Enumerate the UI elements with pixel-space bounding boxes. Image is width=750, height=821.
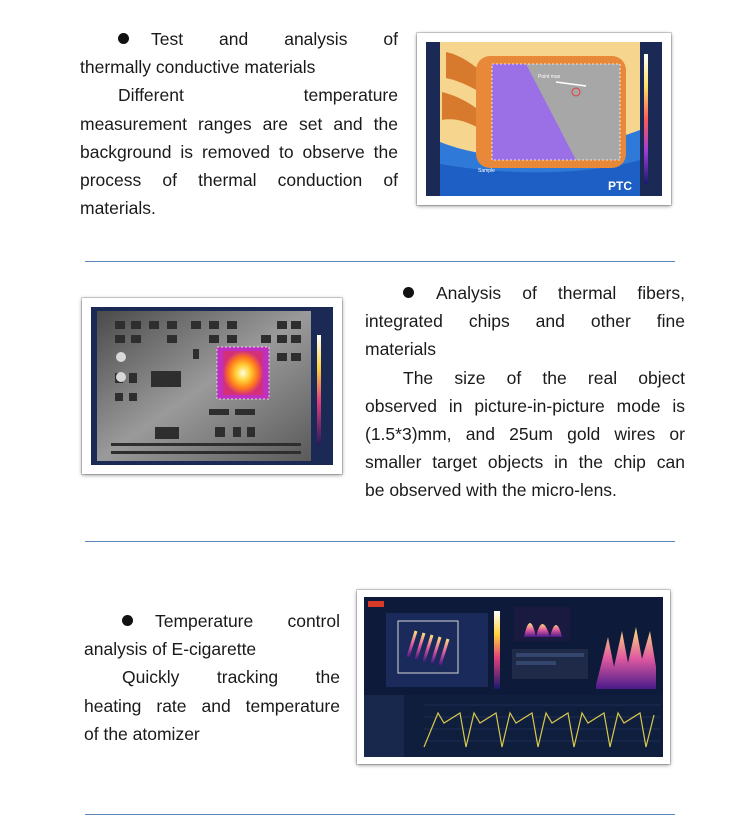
section-3-heading-cont: analysis of E-cigarette	[84, 639, 257, 660]
ptc-thermal-image	[417, 33, 671, 205]
section-2-text	[365, 279, 685, 505]
sample-label: Sample	[478, 168, 495, 174]
section-3-heading: Temperature control	[84, 607, 340, 635]
section-3-body-line: Quickly tracking the	[122, 667, 340, 688]
section-2-body-line: observed in picture-in-picture mode is	[365, 395, 685, 416]
section-2-body-line: The size of the real object	[403, 367, 685, 388]
bullet-icon	[403, 287, 414, 298]
divider-3	[85, 814, 675, 815]
marker-text: Point max	[538, 74, 561, 80]
ptc-label: PTC	[608, 179, 632, 193]
section-1-heading-cont: thermally conductive materials	[80, 57, 316, 78]
bullet-icon	[118, 33, 129, 44]
section-3-body-line: heating rate and temperature	[84, 695, 340, 716]
section-2-heading: Analysis of thermal fibers,	[365, 279, 685, 307]
section-1-text	[80, 25, 398, 222]
bullet-icon	[122, 615, 133, 626]
section-1-body-line: measurement ranges are set and the	[80, 113, 398, 134]
divider-2	[85, 541, 675, 542]
section-2-body-line: (1.5*3)mm, and 25um gold wires or	[365, 424, 685, 445]
section-1-heading: Test and analysis of	[80, 25, 398, 53]
section-2-heading-cont: materials	[365, 339, 436, 360]
section-1-body-line: materials.	[80, 198, 156, 219]
chip-thermal-image	[82, 298, 342, 474]
section-1-body-line: background is removed to observe the	[80, 141, 398, 162]
section-1-body-line: process of thermal conduction of	[80, 170, 398, 191]
section-1-body-line: Different temperature	[118, 85, 398, 106]
section-3-body-line: of the atomizer	[84, 723, 200, 744]
ecig-software-screenshot	[357, 590, 670, 764]
divider-1	[85, 261, 675, 262]
section-3-text	[84, 607, 340, 748]
section-2-heading-cont: integrated chips and other fine	[365, 311, 685, 332]
section-2-body-line: smaller target objects in the chip can	[365, 452, 685, 473]
section-2-body-line: be observed with the micro-lens.	[365, 480, 617, 501]
